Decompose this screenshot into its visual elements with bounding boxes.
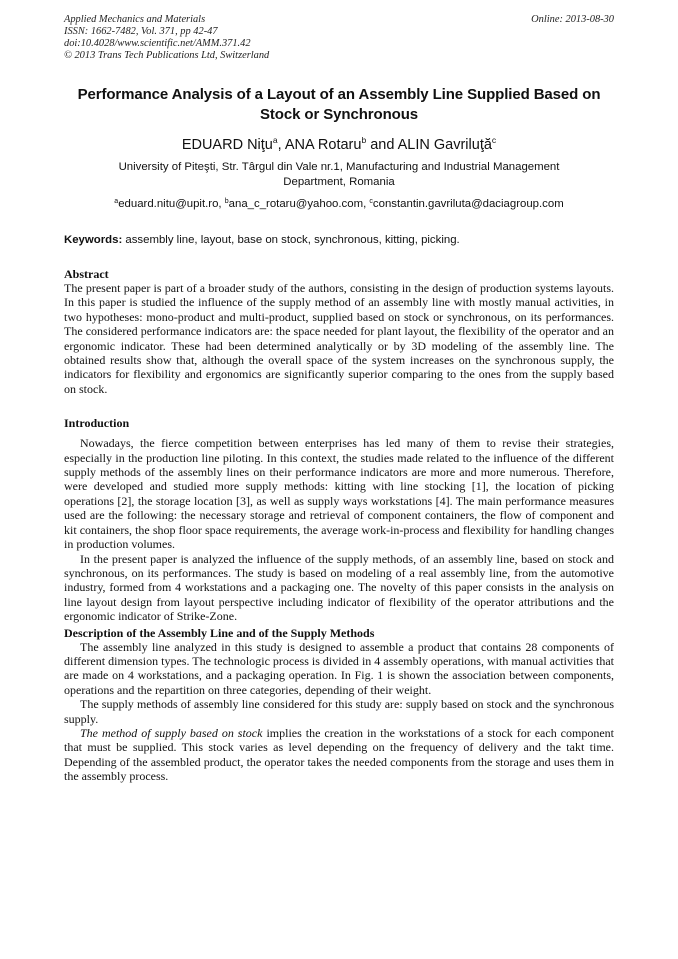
description-section	[64, 626, 614, 784]
paragraph: The method of supply based on stock implies the creation in the workstations of a stock for each component that must be supplied. This stock varies as level depending on the frequency of delivery and the takt time. Depending of the assembled product, the operator takes the needed components from the storage and uses them in the assembly process.	[64, 725, 614, 784]
paragraph: In the present paper is analyzed the influence of the supply methods, of an assembly line, based on stock and synchronous, on its performances. The study is based on modeling of a real assembly line, from the automotive industry, formed from 4 workstations and a packaging one. The novelty of this paper consists in the analysis on line layout design from layout perspective including indicator of flexibility of the operator attributions and the ergonomic indicator of Strike-Zone.	[64, 551, 614, 624]
affiliation-line: University of Piteşti, Str. Târgul din Vale nr.1, Manufacturing and Industrial Management	[118, 161, 560, 173]
journal-copyright: © 2013 Trans Tech Publications Ltd, Switzerland	[64, 50, 270, 61]
author-emails	[64, 197, 614, 212]
journal-doi: doi:10.4028/www.scientific.net/AMM.371.42	[64, 38, 251, 49]
email-link: ana_c_rotaru@yahoo.com,	[228, 198, 370, 210]
author-affil-mark: c	[491, 135, 497, 145]
affiliation	[64, 160, 614, 190]
email-link: eduard.nitu@upit.ro,	[118, 198, 225, 210]
emphasis: The method of supply based on stock	[80, 725, 263, 740]
description-heading: Description of the Assembly Line and of the Supply Methods	[64, 625, 375, 640]
email-mark: b	[224, 198, 229, 205]
journal-issn: ISSN: 1662-7482, Vol. 371, pp 42-47	[64, 26, 218, 37]
paper-title: Performance Analysis of a Layout of an Assembly Line Supplied Based on Stock or Synchronous	[77, 86, 601, 123]
affiliation-line: Department, Romania	[283, 176, 395, 188]
paper-page	[64, 14, 614, 784]
paragraph: The supply methods of assembly line considered for this study are: supply based on stock and the synchronous supply.	[64, 697, 614, 726]
author-name: EDUARD Niţu	[181, 137, 273, 153]
online-date: Online: 2013-08-30	[531, 14, 614, 25]
author-name: ANA Rotaru	[284, 137, 362, 153]
author-affil-mark: a	[272, 135, 278, 145]
journal-name: Applied Mechanics and Materials	[64, 14, 206, 25]
paragraph: The assembly line analyzed in this study is designed to assemble a product that contains 28 components of different dimension types. The technologic process is divided in 4 assembly operations, with manual activities that are made on 4 workstations, and a packaging operation. In Fig. 1 is shown the association between components, operations and the repartition on three categories, depending of their weight.	[64, 639, 614, 697]
journal-header	[64, 14, 614, 62]
email-mark: c	[369, 198, 373, 205]
author-list	[64, 135, 614, 155]
keywords-label: Keywords:	[64, 234, 123, 246]
author-affil-mark: b	[361, 135, 367, 145]
abstract-heading: Abstract	[64, 267, 109, 281]
paragraph: Nowadays, the fierce competition between enterprises has led many of them to revise their strategies, especially in the production line piloting. In this context, the studies made related to the influence of the different supply methods of the assembly lines on their performance indicators are more and more numerous. Therefore, were developed and studied more supply methods: kitting with line stocking [1], the location of picking operations [2], the storage location [3], as well as supply ways workstations [4]. The main performance measures used are the following: the necessary storage and retrieval of component containers, the flow of component and kit containers, the shop floor space requirements, the average work-in-process and flexibility for handling changes in production volumes.	[64, 436, 614, 552]
email-mark: a	[114, 198, 119, 205]
keywords-text: assembly line, layout, base on stock, synchronous, kitting, picking.	[122, 234, 460, 246]
abstract-text: The present paper is part of a broader study of the authors, consisting in the design of production systems layouts. In this paper is studied the influence of the supply method of an assembly line with mostly manual activities, in two hypotheses: mono-product and multi-product, supplied based on stock or synchronous, on its performances. The considered performance indicators are: the space needed for plant layout, the flexibility of the operator and an ergonomic indicator. These had been determined analytically or by 3D modeling of the assembly line. The obtained results show that, although the overall space of the system increases on the synchronous supply, the indicators for flexibility and ergonomics are significantly superior comparing to the ones from the supply based on stock.	[64, 281, 614, 396]
introduction-section	[64, 416, 614, 623]
introduction-heading: Introduction	[64, 416, 130, 431]
abstract-section	[64, 267, 614, 396]
author-separator: and	[366, 137, 398, 153]
keywords	[64, 233, 614, 248]
author-separator: ,	[277, 137, 285, 153]
email-link: constantin.gavriluta@daciagroup.com	[372, 198, 564, 210]
author-name: ALIN Gavriluţă	[397, 137, 492, 153]
